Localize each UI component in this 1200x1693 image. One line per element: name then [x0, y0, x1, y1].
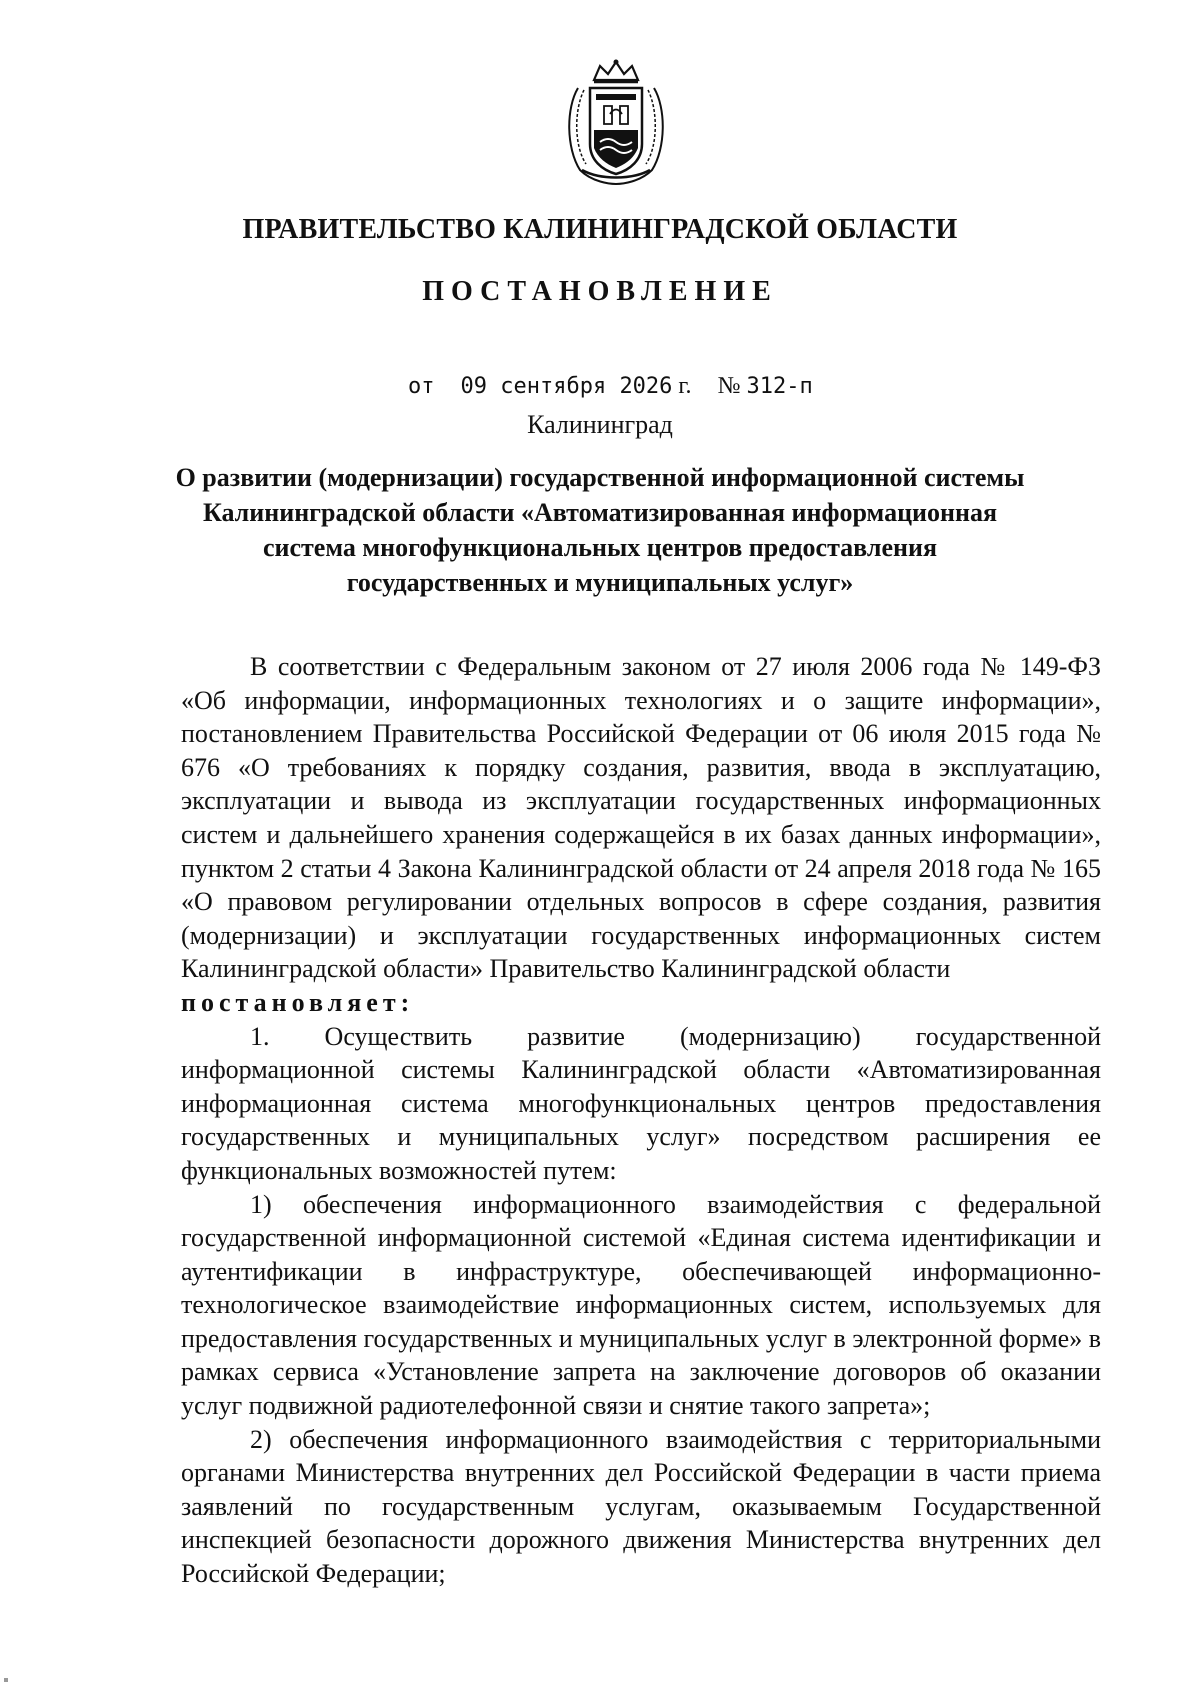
item-1-paragraph: 1. Осуществить развитие (модернизацию) государственной информационной системы Калининградской области «Автоматизированная информационная система многофункциональных центров предоставления государственных и муниципальных услуг» посредством расширения ее функциональных возможностей путем: [181, 1021, 1101, 1185]
document-body [181, 650, 1101, 1591]
number-prefix: № [717, 373, 741, 399]
document-type-title: ПОСТАНОВЛЕНИЕ [422, 276, 778, 307]
date-number-line [408, 373, 813, 400]
resolution-verb: постановляет: [181, 987, 415, 1017]
date-prefix: от [408, 374, 435, 399]
preamble-paragraph: В соответствии с Федеральным законом от 27 июля 2006 года № 149-ФЗ «Об информации, информационных технологиях и о защите информации», постановлением Правительства Российской Федерации от 06 июля 2015 года № 676 «О требованиях к порядку создания, развития, ввода в эксплуатацию, эксплуатации и вывода из эксплуатации государственных информационных систем и дальнейшего хранения содержащейся в их базах данных информации», пунктом 2 статьи 4 Закона Калининградской области от 24 апреля 2018 года № 165 «О правовом регулировании отдельных вопросов в сфере создания, развития (модернизации) и эксплуатации государственных информационных систем Калининградской области» Правительство Калининградской области [181, 652, 1101, 984]
date-suffix: г. [678, 373, 692, 399]
scan-mark [4, 1678, 8, 1682]
coat-of-arms-emblem [560, 58, 672, 186]
document-subject: О развитии (модернизации) государственной информационной системы Калининградской области «Автоматизированная информационная система многофункциональных центров предоставления государственных и муниципальных услуг» [175, 463, 1025, 597]
item-1-2-paragraph: 2) обеспечения информационного взаимодействия с территориальными органами Министерства внутренних дел Российской Федерации в части приема заявлений по государственным услугам, оказываемым Государственной инспекцией безопасности дорожного движения Министерства внутренних дел Российской Федерации; [181, 1424, 1101, 1589]
item-1-1-paragraph: 1) обеспечения информационного взаимодействия с федеральной государственной информационной системой «Единая система идентификации и аутентификации в инфраструктуре, обеспечивающей информационно-технологическое взаимодействие информационных систем, используемых для предоставления государственных и муниципальных услуг в электронной форме» в рамках сервиса «Установление запрета на заключение договоров об оказании услуг подвижной радиотелефонной связи и снятие такого запрета»; [181, 1189, 1101, 1421]
document-number: 312-п [746, 374, 813, 399]
organization-title: ПРАВИТЕЛЬСТВО КАЛИНИНГРАДСКОЙ ОБЛАСТИ [242, 214, 958, 245]
date-value: 09 сентября 2026 [460, 374, 673, 399]
city-name: Калининград [527, 410, 673, 439]
